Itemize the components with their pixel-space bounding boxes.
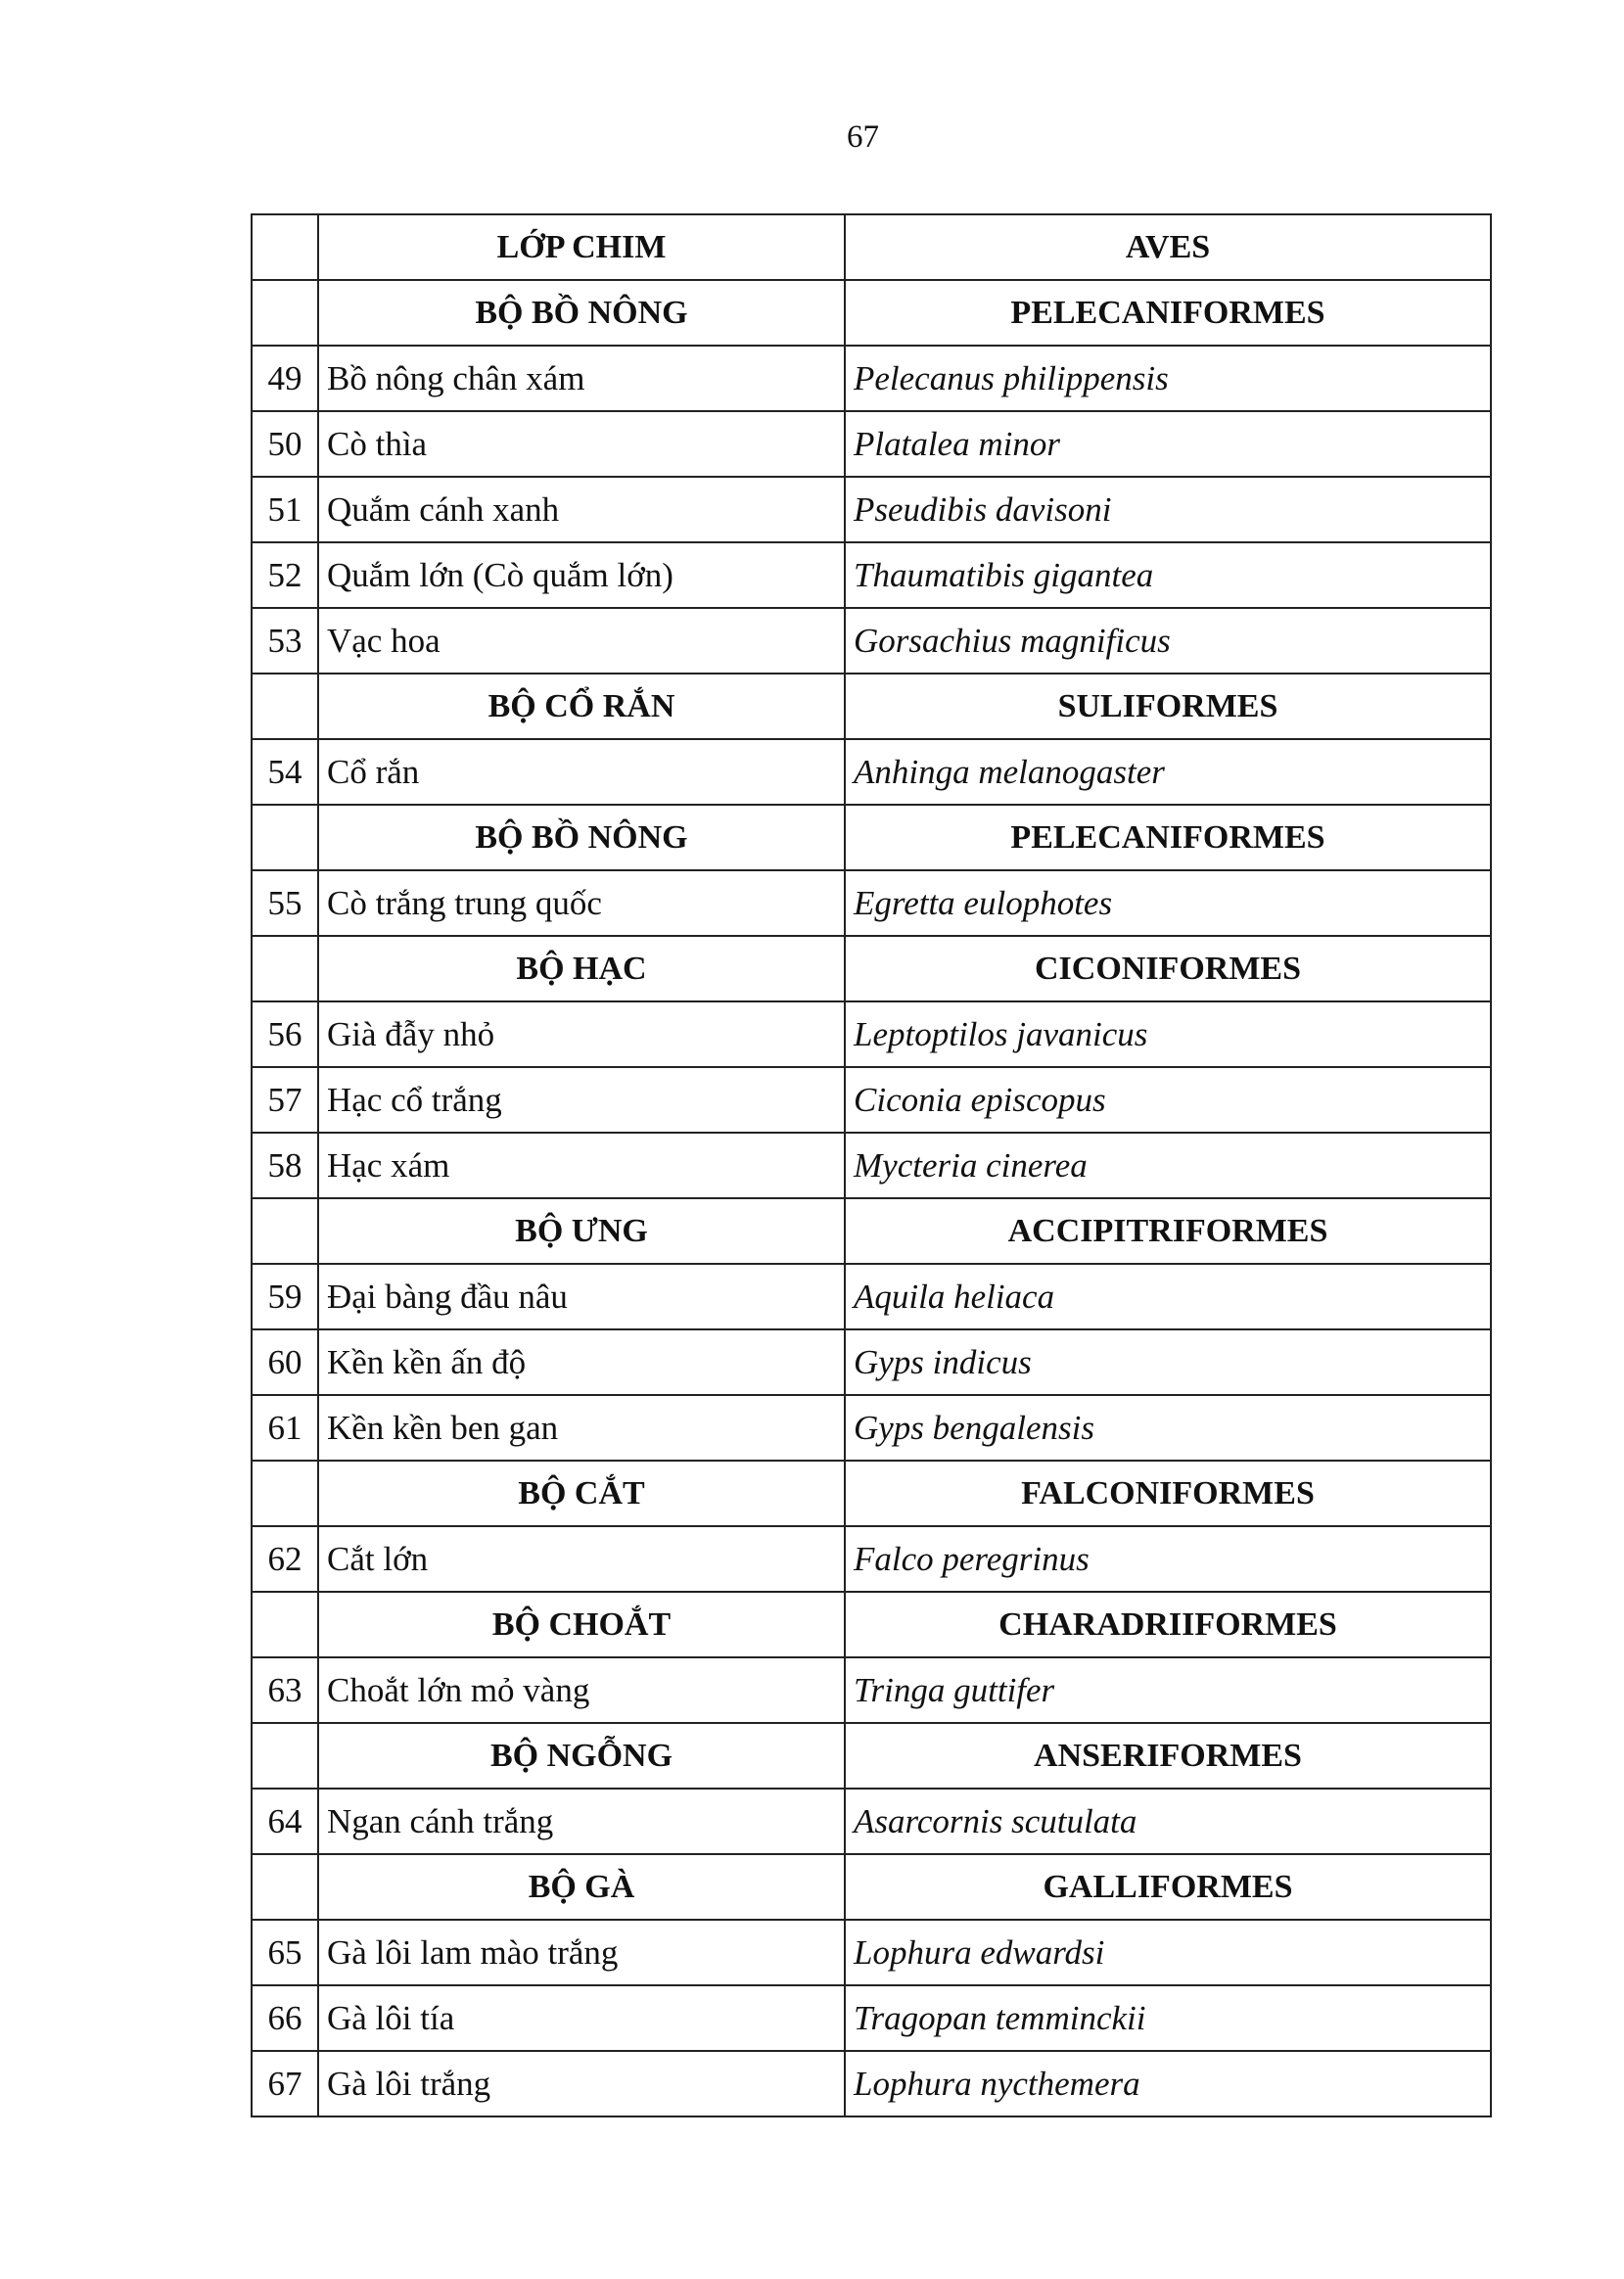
scientific-name: Thaumatibis gigantea (845, 542, 1491, 608)
order-name-vn: BỘ NGỖNG (318, 1723, 845, 1789)
table-row (252, 346, 1491, 411)
order-name-vn: BỘ HẠC (318, 936, 845, 1001)
number-cell (252, 1198, 318, 1264)
number-cell (252, 1723, 318, 1789)
row-number: 51 (252, 477, 318, 542)
vietnamese-name: Vạc hoa (318, 608, 845, 674)
vietnamese-name: Hạc cổ trắng (318, 1067, 845, 1133)
scientific-name: Egretta eulophotes (845, 870, 1491, 936)
order-name-sci: CICONIFORMES (845, 936, 1491, 1001)
number-cell (252, 674, 318, 739)
table-row (252, 739, 1491, 805)
row-number: 55 (252, 870, 318, 936)
vietnamese-name: Quắm lớn (Cò quắm lớn) (318, 542, 845, 608)
table-row (252, 1329, 1491, 1395)
order-group-row (252, 1854, 1491, 1920)
row-number: 61 (252, 1395, 318, 1461)
table-row (252, 1067, 1491, 1133)
table-row (252, 1789, 1491, 1854)
order-group-row (252, 1461, 1491, 1526)
scientific-name: Gorsachius magnificus (845, 608, 1491, 674)
vietnamese-name: Choắt lớn mỏ vàng (318, 1657, 845, 1723)
order-name-sci: FALCONIFORMES (845, 1461, 1491, 1526)
order-group-row (252, 1592, 1491, 1657)
class-name-sci: AVES (845, 214, 1491, 280)
table-row (252, 1920, 1491, 1985)
vietnamese-name: Kền kền ấn độ (318, 1329, 845, 1395)
order-name-sci: ACCIPITRIFORMES (845, 1198, 1491, 1264)
number-cell (252, 280, 318, 346)
row-number: 57 (252, 1067, 318, 1133)
row-number: 64 (252, 1789, 318, 1854)
order-group-row (252, 1723, 1491, 1789)
table-row (252, 1133, 1491, 1198)
scientific-name: Leptoptilos javanicus (845, 1001, 1491, 1067)
order-name-sci: ANSERIFORMES (845, 1723, 1491, 1789)
scientific-name: Asarcornis scutulata (845, 1789, 1491, 1854)
vietnamese-name: Đại bàng đầu nâu (318, 1264, 845, 1329)
vietnamese-name: Gà lôi lam mào trắng (318, 1920, 845, 1985)
vietnamese-name: Ngan cánh trắng (318, 1789, 845, 1854)
scientific-name: Falco peregrinus (845, 1526, 1491, 1592)
table-row (252, 2051, 1491, 2116)
row-number: 60 (252, 1329, 318, 1395)
order-group-row (252, 936, 1491, 1001)
table-row (252, 1526, 1491, 1592)
scientific-name: Gyps bengalensis (845, 1395, 1491, 1461)
order-name-vn: BỘ BỒ NÔNG (318, 280, 845, 346)
table-row (252, 1001, 1491, 1067)
vietnamese-name: Kền kền ben gan (318, 1395, 845, 1461)
row-number: 65 (252, 1920, 318, 1985)
vietnamese-name: Gà lôi tía (318, 1985, 845, 2051)
table-row (252, 1985, 1491, 2051)
order-name-sci: GALLIFORMES (845, 1854, 1491, 1920)
scientific-name: Aquila heliaca (845, 1264, 1491, 1329)
vietnamese-name: Gà lôi trắng (318, 2051, 845, 2116)
table-header-row (252, 214, 1491, 280)
row-number: 59 (252, 1264, 318, 1329)
order-name-vn: BỘ CỔ RẮN (318, 674, 845, 739)
vietnamese-name: Già đẫy nhỏ (318, 1001, 845, 1067)
row-number: 52 (252, 542, 318, 608)
scientific-name: Pseudibis davisoni (845, 477, 1491, 542)
table-row (252, 870, 1491, 936)
row-number: 66 (252, 1985, 318, 2051)
scientific-name: Platalea minor (845, 411, 1491, 477)
scientific-name: Tringa guttifer (845, 1657, 1491, 1723)
vietnamese-name: Hạc xám (318, 1133, 845, 1198)
vietnamese-name: Cổ rắn (318, 739, 845, 805)
order-name-sci: PELECANIFORMES (845, 805, 1491, 870)
scientific-name: Ciconia episcopus (845, 1067, 1491, 1133)
order-group-row (252, 1198, 1491, 1264)
row-number: 50 (252, 411, 318, 477)
page-number: 67 (847, 119, 879, 155)
table-row (252, 542, 1491, 608)
scientific-name: Tragopan temminckii (845, 1985, 1491, 2051)
order-name-vn: BỘ ƯNG (318, 1198, 845, 1264)
order-name-sci: SULIFORMES (845, 674, 1491, 739)
order-group-row (252, 805, 1491, 870)
table-row (252, 1264, 1491, 1329)
table-row (252, 1657, 1491, 1723)
order-name-sci: CHARADRIIFORMES (845, 1592, 1491, 1657)
scientific-name: Pelecanus philippensis (845, 346, 1491, 411)
species-table (251, 213, 1492, 2117)
order-name-vn: BỘ GÀ (318, 1854, 845, 1920)
number-cell (252, 214, 318, 280)
number-cell (252, 936, 318, 1001)
vietnamese-name: Cò thìa (318, 411, 845, 477)
class-name-vn: LỚP CHIM (318, 214, 845, 280)
table-row (252, 1395, 1491, 1461)
scientific-name: Lophura edwardsi (845, 1920, 1491, 1985)
table-row (252, 608, 1491, 674)
vietnamese-name: Cắt lớn (318, 1526, 845, 1592)
scientific-name: Lophura nycthemera (845, 2051, 1491, 2116)
row-number: 63 (252, 1657, 318, 1723)
scientific-name: Anhinga melanogaster (845, 739, 1491, 805)
row-number: 62 (252, 1526, 318, 1592)
row-number: 53 (252, 608, 318, 674)
vietnamese-name: Cò trắng trung quốc (318, 870, 845, 936)
row-number: 56 (252, 1001, 318, 1067)
order-group-row (252, 674, 1491, 739)
number-cell (252, 1854, 318, 1920)
row-number: 49 (252, 346, 318, 411)
vietnamese-name: Bồ nông chân xám (318, 346, 845, 411)
row-number: 67 (252, 2051, 318, 2116)
number-cell (252, 1592, 318, 1657)
row-number: 58 (252, 1133, 318, 1198)
scientific-name: Gyps indicus (845, 1329, 1491, 1395)
number-cell (252, 805, 318, 870)
table-row (252, 477, 1491, 542)
table-row (252, 411, 1491, 477)
vietnamese-name: Quắm cánh xanh (318, 477, 845, 542)
order-group-row (252, 280, 1491, 346)
row-number: 54 (252, 739, 318, 805)
order-name-vn: BỘ BỒ NÔNG (318, 805, 845, 870)
scientific-name: Mycteria cinerea (845, 1133, 1491, 1198)
number-cell (252, 1461, 318, 1526)
order-name-sci: PELECANIFORMES (845, 280, 1491, 346)
order-name-vn: BỘ CHOẮT (318, 1592, 845, 1657)
order-name-vn: BỘ CẮT (318, 1461, 845, 1526)
